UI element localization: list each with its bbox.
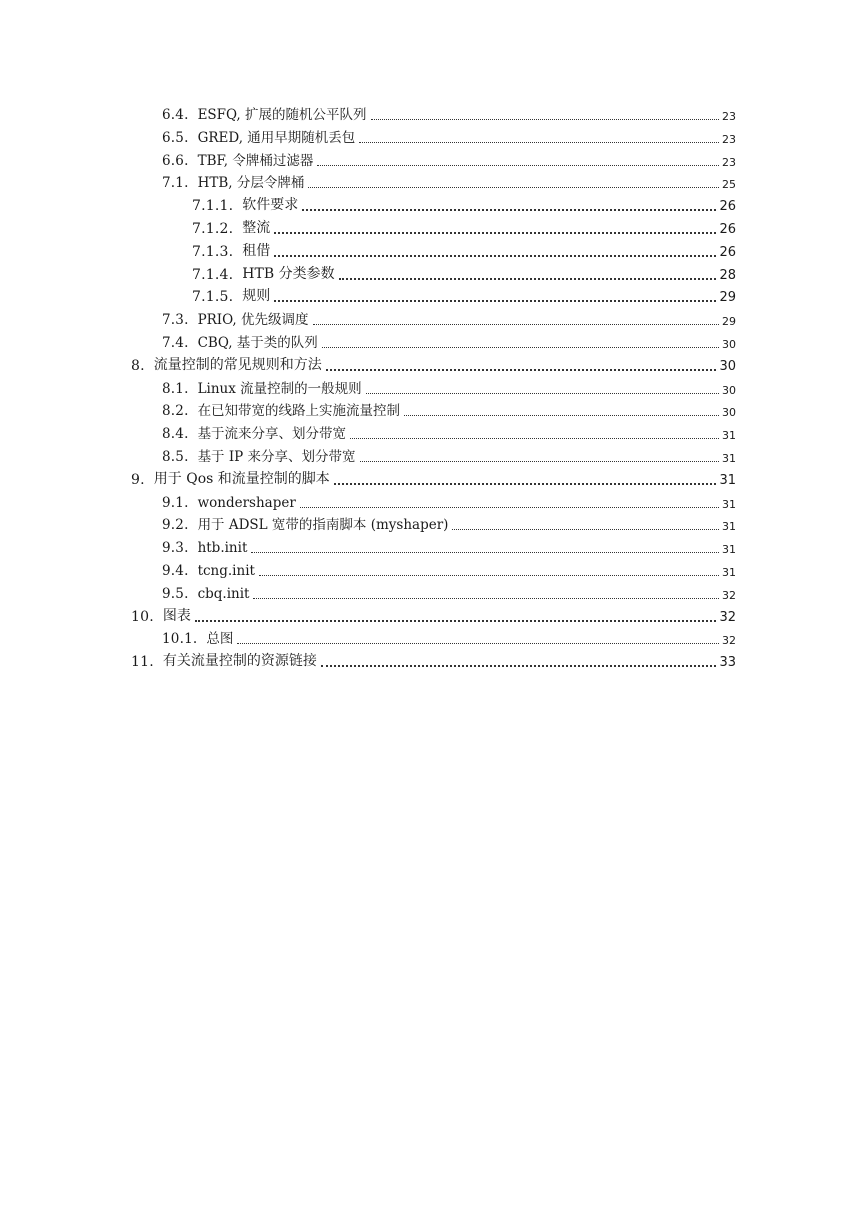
toc-entry-number: 7.1.4. bbox=[192, 266, 234, 283]
toc-leader-dots bbox=[274, 299, 716, 302]
toc-entry-number: 9. bbox=[131, 471, 145, 488]
toc-leader-dots bbox=[317, 164, 719, 166]
toc-entry-number: 9.5. bbox=[162, 585, 189, 602]
toc-leader-dots bbox=[195, 619, 717, 622]
toc-entry-page: 29 bbox=[722, 315, 736, 329]
toc-entry[interactable] bbox=[192, 264, 736, 287]
toc-entry[interactable] bbox=[162, 309, 736, 332]
toc-entry-page: 29 bbox=[719, 290, 736, 306]
toc-entry-number: 7.3. bbox=[162, 312, 189, 329]
toc-leader-dots bbox=[313, 323, 719, 325]
toc-entry-title: 基于 IP 来分享、划分带宽 bbox=[197, 449, 356, 465]
toc-leader-dots bbox=[253, 597, 719, 599]
toc-leader-dots bbox=[300, 506, 719, 508]
toc-entry-title: 软件要求 bbox=[242, 197, 299, 214]
toc-entry[interactable] bbox=[192, 241, 736, 264]
toc-entry-number: 9.4. bbox=[162, 563, 189, 579]
toc-leader-dots bbox=[350, 437, 719, 439]
toc-leader-dots bbox=[326, 368, 717, 371]
toc-entry-page: 23 bbox=[722, 155, 736, 169]
toc-entry[interactable] bbox=[162, 537, 736, 560]
toc-entry-page: 23 bbox=[722, 110, 736, 123]
toc-entry-page: 33 bbox=[719, 655, 736, 671]
toc-entry-page: 32 bbox=[719, 609, 736, 625]
toc-entry-page: 28 bbox=[719, 267, 736, 283]
toc-entry[interactable] bbox=[131, 469, 736, 492]
toc-entry-title: cbq.init bbox=[197, 585, 250, 602]
toc-entry-title: 在已知带宽的线路上实施流量控制 bbox=[197, 403, 401, 420]
toc-entry[interactable] bbox=[131, 606, 736, 629]
toc-entry-number: 10. bbox=[131, 608, 154, 625]
toc-entry-title: HTB, 分层令牌桶 bbox=[197, 175, 305, 192]
toc-leader-dots bbox=[274, 254, 716, 257]
toc-entry-number: 8. bbox=[131, 357, 145, 374]
toc-leader-dots bbox=[371, 118, 719, 120]
toc-leader-dots bbox=[366, 392, 719, 394]
toc-entry-number: 8.2. bbox=[162, 403, 189, 420]
toc-entry-page: 31 bbox=[722, 497, 736, 511]
toc-entry-title: wondershaper bbox=[197, 494, 296, 511]
toc-entry[interactable] bbox=[162, 446, 736, 469]
toc-entry[interactable] bbox=[162, 560, 736, 583]
toc-entry-number: 8.1. bbox=[162, 380, 189, 397]
toc-leader-dots bbox=[321, 664, 717, 667]
toc-entry-title: 流量控制的常见规则和方法 bbox=[153, 356, 322, 373]
toc-entry-title: 用于 ADSL 宽带的指南脚本 (myshaper) bbox=[197, 517, 449, 534]
toc-entry-page: 26 bbox=[719, 199, 736, 215]
toc-entry-title: 用于 Qos 和流量控制的脚本 bbox=[153, 470, 330, 487]
toc-entry-title: 有关流量控制的资源链接 bbox=[162, 653, 317, 670]
toc-entry[interactable] bbox=[162, 172, 736, 195]
toc-leader-dots bbox=[274, 231, 716, 234]
toc-entry-number: 6.6. bbox=[162, 152, 189, 169]
toc-entry-title: 规则 bbox=[242, 288, 271, 305]
toc-leader-dots bbox=[404, 414, 719, 416]
toc-entry-number: 9.1. bbox=[162, 494, 189, 511]
toc-entry-title: ESFQ, 扩展的随机公平队列 bbox=[197, 107, 367, 123]
toc-leader-dots bbox=[302, 208, 716, 211]
toc-entry-number: 7.1.3. bbox=[192, 243, 234, 260]
toc-entry[interactable] bbox=[162, 583, 736, 606]
toc-leader-dots bbox=[237, 642, 719, 644]
toc-entry-page: 32 bbox=[722, 588, 736, 602]
toc-leader-dots bbox=[251, 551, 719, 553]
toc-entry-page: 26 bbox=[719, 222, 736, 237]
toc-leader-dots bbox=[339, 277, 717, 280]
toc-entry-page: 23 bbox=[722, 132, 736, 146]
toc-entry-number: 11. bbox=[131, 654, 154, 671]
toc-entry-title: Linux 流量控制的一般规则 bbox=[197, 380, 362, 397]
toc-entry-page: 31 bbox=[722, 520, 736, 534]
toc-entry-title: tcng.init bbox=[197, 563, 255, 579]
toc-entry[interactable] bbox=[162, 492, 736, 515]
toc-leader-dots bbox=[359, 141, 719, 143]
toc-entry-number: 7.1. bbox=[162, 175, 189, 192]
toc-entry[interactable] bbox=[131, 355, 736, 378]
toc-entry-page: 30 bbox=[722, 406, 736, 420]
toc-entry[interactable] bbox=[162, 104, 736, 127]
toc-entry-title: 基于流来分享、划分带宽 bbox=[197, 426, 347, 443]
toc-entry-page: 30 bbox=[719, 358, 736, 374]
toc-entry-title: GRED, 通用早期随机丢包 bbox=[197, 129, 356, 146]
toc-entry-number: 8.5. bbox=[162, 449, 189, 465]
toc-leader-dots bbox=[452, 528, 719, 530]
toc-leader-dots bbox=[259, 574, 719, 576]
toc-leader-dots bbox=[360, 460, 719, 462]
toc-entry-page: 31 bbox=[719, 472, 736, 488]
toc-entry[interactable] bbox=[162, 423, 736, 446]
toc-entry-number: 8.4. bbox=[162, 426, 189, 443]
toc-entry-page: 26 bbox=[719, 244, 736, 260]
toc-entry-page: 30 bbox=[722, 338, 736, 351]
toc-entry-number: 6.5. bbox=[162, 129, 189, 146]
toc-entry-page: 31 bbox=[722, 452, 736, 465]
toc-entry[interactable] bbox=[131, 651, 736, 674]
toc-entry-number: 7.4. bbox=[162, 335, 189, 351]
toc-entry-title: TBF, 令牌桶过滤器 bbox=[197, 152, 314, 169]
toc-entry[interactable] bbox=[162, 332, 736, 355]
toc-entry[interactable] bbox=[162, 378, 736, 401]
toc-entry[interactable] bbox=[192, 195, 736, 218]
toc-entry-number: 10.1. bbox=[162, 631, 198, 648]
toc-entry-title: PRIO, 优先级调度 bbox=[197, 312, 309, 329]
toc-entry-page: 30 bbox=[722, 383, 736, 397]
toc-entry-title: 租借 bbox=[242, 242, 271, 259]
toc-entry-page: 31 bbox=[722, 566, 736, 579]
toc-entry-page: 31 bbox=[722, 543, 736, 557]
toc-entry[interactable] bbox=[192, 218, 736, 241]
toc-entry-number: 9.3. bbox=[162, 540, 189, 557]
toc-leader-dots bbox=[322, 346, 719, 348]
toc-entry-title: htb.init bbox=[197, 540, 248, 557]
toc-entry-number: 9.2. bbox=[162, 517, 189, 534]
toc-entry-page: 25 bbox=[722, 178, 736, 192]
toc-entry-number: 7.1.2. bbox=[192, 221, 234, 237]
toc-entry-title: 图表 bbox=[162, 607, 191, 624]
toc-entry-title: 整流 bbox=[242, 220, 271, 236]
toc-leader-dots bbox=[334, 482, 717, 485]
toc-entry-number: 6.4. bbox=[162, 107, 189, 123]
toc-entry[interactable] bbox=[162, 514, 736, 537]
toc-entry[interactable] bbox=[162, 127, 736, 150]
toc-entry-title: 总图 bbox=[206, 631, 234, 648]
toc-leader-dots bbox=[308, 186, 719, 188]
toc-entry[interactable] bbox=[162, 628, 736, 651]
toc-entry-number: 7.1.1. bbox=[192, 198, 234, 215]
toc-entry-title: CBQ, 基于类的队列 bbox=[197, 335, 318, 351]
toc-entry-number: 7.1.5. bbox=[192, 289, 234, 306]
toc-entry[interactable] bbox=[192, 286, 736, 309]
toc-entry-page: 32 bbox=[722, 634, 736, 648]
toc-entry[interactable] bbox=[162, 150, 736, 173]
toc-entry-page: 31 bbox=[722, 429, 736, 443]
toc-entry-title: HTB 分类参数 bbox=[242, 265, 335, 282]
toc-entry[interactable] bbox=[162, 400, 736, 423]
